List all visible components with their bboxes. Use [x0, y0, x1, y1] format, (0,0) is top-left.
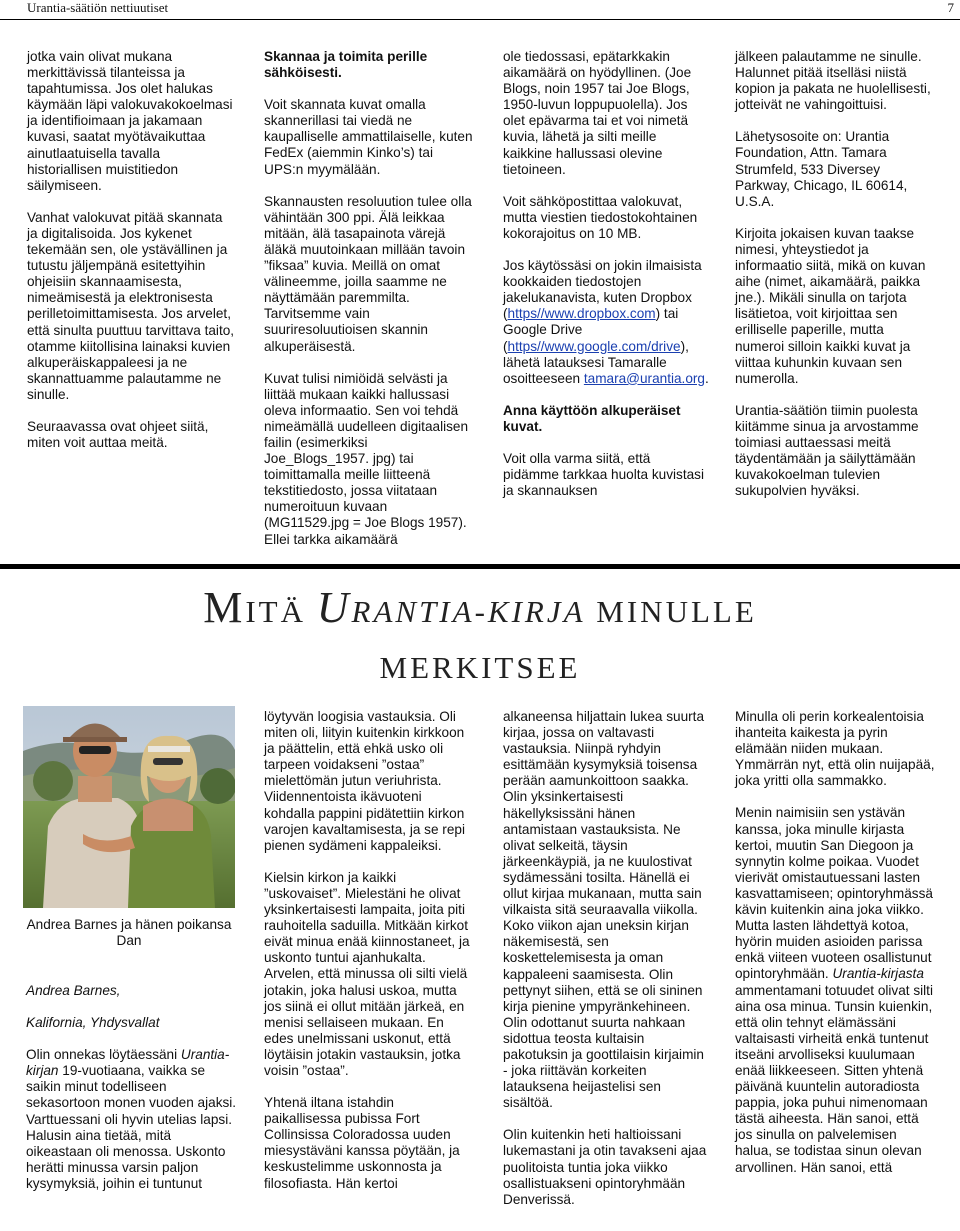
email-link[interactable]: tamara@urantia.org [583, 370, 705, 386]
article-column-4 [735, 709, 935, 1176]
paragraph: Lähetysosoite on: Urantia Foundation, Attn. Tamara Strumfeld, 533 Diversey Parkway, Chicago, IL 60614, U.S.A. [735, 129, 908, 209]
paragraph: Kuvat tulisi nimiöidä selvästi ja liittää mukaan kaikki hallussasi oleva informaatio. Sen voi tehdä nimeämällä uudelleen digitaalisen failin (esimerkiksi Joe_Blogs_1957. jpg) tai toimittamalla meille liitteenä tekstitiedosto, jossa viitataan numeroituun kuvaan (MG11529.jpg = Joe Blogs 1957). Ellei tarkka aikamäärä [264, 370, 469, 547]
paragraph: Kirjoita jokaisen kuvan taakse nimesi, yhteystiedot ja informaatio siitä, mikä on kuvan aihe (nimet, aikamäärä, paikka jne.). Mikäli sinulla on tarjota lisätietoa, voit kirjoittaa sen erilliselle paperille, mutta numeroi silloin kaikki kuvat ja viittaa kuhunkin kuvaan sen numerolla. [735, 225, 926, 386]
paragraph: Olin kuitenkin heti haltioissani lukemastani ja otin tavakseni ajaa puolitoista tuntia joka viikko osallistuakseni opintoryhmään Denverissä. [503, 1127, 707, 1207]
newsletter-title: Urantia-säätiön nettiuutiset [27, 0, 169, 15]
article-title: MITÄ URANTIA-KIRJA MINULLE MERKITSEE [203, 583, 757, 685]
paragraph: jälkeen palautamme ne sinulle. Halunnet pitää itselläsi niistä kopion ja pakata ne huolellisesti, jotteivät ne vahingoittuisi. [735, 49, 931, 113]
photo-caption: Andrea Barnes ja hänen poikansa Dan [26, 917, 232, 949]
paragraph: Urantia-säätiön tiimin puolesta kiitämme sinua ja arvostamme toimiasi auttaessasi meitä täydentämään ja säilyttämään kuvakokoelman tulevien sukupolvien hyväksi. [735, 402, 919, 499]
paragraph: alkaneensa hiljattain lukea suurta kirjaa, jossa on valtavasti vastauksia. Niinpä ryhdyin esittämään kysymyksiä toisensa perään aamunkoittoon saakka. Olin yksinkertaisesti häkellyksissäni hänen antamistaan vastauksista. Ne olivat selkeitä, täysin järkeenkäypiä, ja ne kuulostivat sydämessäni tosilta. Hänellä ei ollut kirjaa mukanaan, mutta sain vilkaista sitä seuraavalla viikolla. Koko viikon ajan uneksin kirjan näkemisestä, sen koskettelemisesta ja oman kappaleeni saamisesta. Olin pettynyt siihen, että se oli sininen kirja pienine ympyränkehineen. Olin odottanut suurta nahkaan sidottua teosta kultaisin pakotuksin ja goottilaisin kirjaimin - joka riittävän korkeiten latauksena heijastelisi sen sisältöä. [503, 709, 705, 1111]
google-drive-link[interactable]: https//www.google.com/drive [507, 338, 681, 354]
top-column-2 [264, 49, 474, 564]
paragraph: Skannausten resoluution tulee olla vähintään 300 ppi. Älä leikkaa mitään, älä tasapainota värejä äläkä muutoinkaan millään tavoin ”fiksaa” kuvia. Meillä on omat välineemme, joilla saamme ne näyttämään paremmilta. Tarvitsemme vain suuriresoluutioisen skannin alkuperäisestä. [264, 193, 472, 354]
author-name: Andrea Barnes, [26, 983, 121, 998]
paragraph: Menin naimisiin sen ystävän kanssa, joka minulle kirjasta kertoi, muutin San Diegoon ja synnytin kolme poikaa. Vuodet vierivät omistautuessani lasten kasvattamiseen; opintoryhmässä kävin kuitenkin aina joka viikko. Mutta lasten lähdettyä kotoa, hyörin muiden asioiden parissa enkä viiteen vuoteen osallistunut opintoryhmään. Urantia-kirjasta ammentamani totuudet olivat silti aina osa minua. Tunsin kuienkin, että olin tehnyt elämässäni valtaisasti virheitä enkä tuntenut itseäni arvolliseksi kuulumaan enää liikkeeseen. Sitten yhtenä päivänä kuuntelin autoradiosta pappia, joka puhui nimenomaan tästä aiheesta. Hän sanoi, että jos sinulla on palvelemisen halua, se todistaa sinun olevan arvollinen. Hän sanoi, että [735, 805, 933, 1175]
photo-andrea-and-dan [23, 706, 235, 908]
paragraph: Vanhat valokuvat pitää skannata ja digitalisoida. Jos kykenet tekemään sen, ole ystävällinen ja tutustu jäljempänä esitettyihin ohjeisiin skannaamisesta, nimeämisestä ja elektronisesta perilletoimittamisesta. Jos arvelet, että sinulta puuttuu tarvittava taito, otamme kiitollisina lainaksi kuvien alkuperäiskappaleesi ja ne skannattuamme palautamme ne sinulle. [27, 209, 235, 402]
paragraph: Jos käytössäsi on jokin ilmaisista kookkaiden tiedostojen jakelukanavista, kuten Dropbox (https//www.dropbox.com) tai Google Drive (https//www.google.com/drive), lähetä latauksesi Tamaralle osoitteeseen tamara@urantia.org. [503, 258, 709, 386]
dropbox-link[interactable]: https//www.dropbox.com [507, 306, 656, 322]
paragraph: Minulla oli perin korkealentoisia ihanteita kaikesta ja pyrin elämään niiden mukaan. Ymmärrän nyt, että olin nuijapää, joka yritti olla sammakko. [735, 709, 935, 789]
paragraph: löytyvän loogisia vastauksia. Oli miten oli, liityin kuitenkin kirkkoon ja päättelin, että ehkä usko oli tarpeen voidakseni ”ostaa” mielettömän jutun veriuhrista. Viidennentoista ikävuoteni kohdalla pappini pidätettiin kirkon varojen kavaltamisesta, ja se repi pienen sydämeni kappaleiksi. [264, 709, 465, 853]
paragraph: Yhtenä iltana istahdin paikallisessa pubissa Fort Collinsissa Coloradossa uuden miesystäväni kanssa pöytään, ja keskustelimme uskonnosta ja filosofiasta. Hän kertoi [264, 1095, 460, 1191]
header-rule [0, 19, 960, 20]
top-column-1 [27, 49, 235, 467]
article-column-1 [26, 983, 238, 1192]
page-header [0, 0, 960, 20]
paragraph: Voit sähköpostittaa valokuvat, mutta viestien tiedostokohtainen kokorajoitus on 10 MB. [503, 193, 698, 241]
section-divider [0, 564, 960, 569]
photo-image [23, 706, 235, 908]
top-column-4 [735, 49, 935, 515]
paragraph: Voit skannata kuvat omalla skannerillasi tai viedä ne kaupalliselle ammattilaiselle, kuten FedEx (aiemmin Kinko’s) tai UPS:n myymälään. [264, 97, 473, 177]
paragraph: Olin onnekas löytäessäni Urantia-kirjan 19-vuotiaana, vaikka se saikin minut todelliseen sekasortoon monen vuoden ajaksi. Varttuessani oli hyvin utelias lapsi. Halusin aina tietää, mitä oikeastaan oli menossa. Uskonto herätti minussa varsin paljon kysymyksiä, joihin ei tuntunut [26, 1047, 237, 1191]
page-number: 7 [947, 0, 954, 15]
article-column-3 [503, 709, 709, 1208]
paragraph: Voit olla varma siitä, että pidämme tarkkaa huolta kuvistasi ja skannauksen [503, 450, 704, 499]
top-column-3 [503, 49, 709, 515]
section-heading: Skannaa ja toimita perille sähköisesti. [264, 49, 428, 81]
paragraph: ole tiedossasi, epätarkkakin aikamäärä on hyödyllinen. (Joe Blogs, noin 1957 tai Joe Blogs, 1950-luvun loppupuolella). Jos olet epävarma tai et voi nimetä kuvia, lähetä ja silti meille kaikkine hallussasi olevine tietoineen. [503, 49, 692, 177]
author-location: Kalifornia, Yhdysvallat [26, 1015, 160, 1031]
paragraph: jotka vain olivat mukana merkittävissä tilanteissa ja tapahtumissa. Jos olet halukas käymään läpi valokuvakokoelmasi ja identifioimaan ja jakamaan kuvasi, saatat myötävaikuttaa ainutlaatuisella tavalla historiallisen muistitiedon säilymiseen. [27, 49, 233, 193]
article-column-2 [264, 709, 474, 1192]
paragraph: Kielsin kirkon ja kaikki ”uskovaiset”. Mielestäni he olivat yksinkertaisesti lampaita, joita piti rauhoitella saduilla. Mitkään kirkot eivät minua enää kiinnostaneet, ja uskonto tuntui ajanhukalta. Arvelen, että minussa oli silti vielä jotakin, joka halusi uskoa, mutta jos siinä ei ollut mitään järkeä, en menisi sellaiseen mukaan. En edes unelmissani uskonut, että löytäisin jotakin vastauksin, jotka voisin ”ostaa”. [264, 869, 470, 1078]
section-heading: Anna käyttöön alkuperäiset kuvat. [503, 402, 681, 434]
paragraph: Seuraavassa ovat ohjeet siitä, miten voit auttaa meitä. [27, 418, 209, 451]
